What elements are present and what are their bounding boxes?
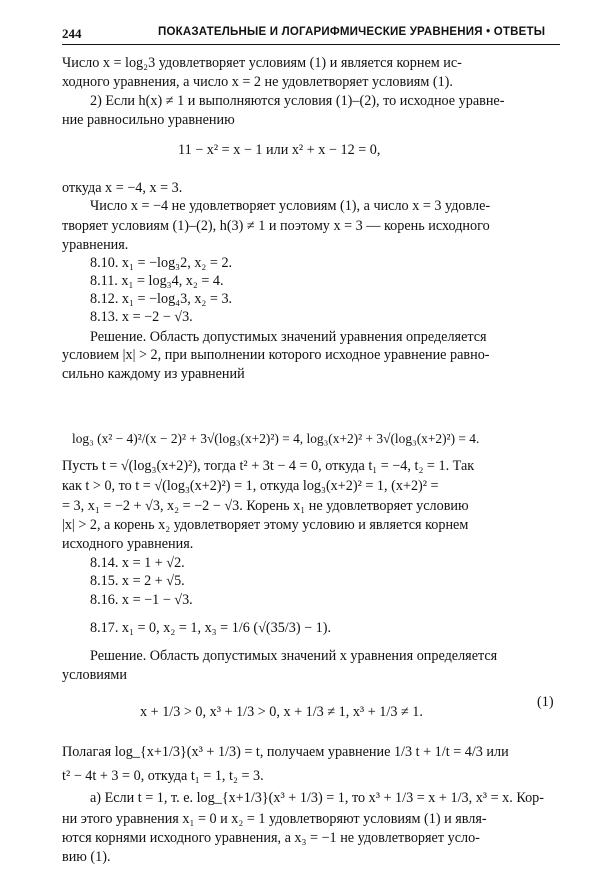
solution-heading-line: Решение. Область допустимых значений уравнения определяется [90,329,487,345]
text-line: сильно каждому из уравнений [62,366,245,382]
page-number: 244 [62,26,82,41]
text-line: t² − 4t + 3 = 0, откуда t₁ = 1, t₂ = 3. [62,768,264,784]
text-line: творяет условиям (1)–(2), h(3) ≠ 1 и поэтому x = 3 — корень исходного [62,218,490,234]
text-line: условиями [62,667,127,683]
text-line: условием |x| > 2, при выполнении которого исходное уравнение равно- [62,347,490,363]
running-header [62,26,560,45]
text-line: а) Если t = 1, т. е. log_{x+1/3}(x³ + 1/3) = 1, то x³ + 1/3 = x + 1/3, x³ = x. Кор- [90,790,544,806]
equation-number: (1) [537,694,554,710]
answer-line: 8.11. x₁ = log₃4, x₂ = 4. [90,273,224,289]
text-line: вию (1). [62,849,111,865]
answer-line: 8.12. x₁ = −log₄3, x₂ = 3. [90,291,233,307]
text-line: уравнения. [62,237,129,253]
answer-line: 8.15. x = 2 + √5. [90,573,185,589]
text-line: Пусть t = √(log₃(x+2)²), тогда t² + 3t − 4 = 0, откуда t₁ = −4, t₂ = 1. Так [62,458,475,474]
solution-heading-line: Решение. Область допустимых значений x уравнения определяется [90,648,498,664]
text-line: ются корнями исходного уравнения, а x₃ = −1 не удовлетворяет усло- [62,830,480,846]
text-line: |x| > 2, а корень x₂ удовлетворяет этому условию и является корнем [62,517,469,533]
running-title: ПОКАЗАТЕЛЬНЫЕ И ЛОГАРИФМИЧЕСКИЕ УРАВНЕНИЯ • ОТВЕТЫ [158,26,546,38]
answer-line: 8.17. x₁ = 0, x₂ = 1, x₃ = 1/6 (√(35/3) − 1). [90,620,332,636]
display-equation: log₃ (x² − 4)²/(x − 2)² + 3√(log₃(x+2)²) = 4, log₃(x+2)² + 3√(log₃(x+2)²) = 4. [72,431,480,446]
text-line: как t > 0, то t = √(log₃(x+2)²) = 1, откуда log₃(x+2)² = 1, (x+2)² = [62,478,439,494]
text-line: Число x = log₂3 удовлетворяет условиям (1) и является корнем ис- [62,55,462,71]
text-line: ходного уравнения, а число x = 2 не удовлетворяет условиям (1). [62,74,453,90]
text-line: откуда x = −4, x = 3. [62,180,183,196]
text-line: исходного уравнения. [62,536,194,552]
text-line: ни этого уравнения x₁ = 0 и x₂ = 1 удовлетворяют условиям (1) и явля- [62,811,487,827]
answer-line: 8.14. x = 1 + √2. [90,555,185,571]
display-equation: 11 − x² = x − 1 или x² + x − 12 = 0, [178,142,381,158]
answer-line: 8.16. x = −1 − √3. [90,592,193,608]
display-equation: x + 1/3 > 0, x³ + 1/3 > 0, x + 1/3 ≠ 1, x³ + 1/3 ≠ 1. [140,704,423,720]
text-line: Полагая log_{x+1/3}(x³ + 1/3) = t, получаем уравнение 1/3 t + 1/t = 4/3 или [62,744,509,760]
text-line: 2) Если h(x) ≠ 1 и выполняются условия (1)–(2), то исходное уравне- [90,93,505,109]
text-line: = 3, x₁ = −2 + √3, x₂ = −2 − √3. Корень x₁ не удовлетворяет условию [62,498,469,514]
text-line: Число x = −4 не удовлетворяет условиям (1), а число x = 3 удовле- [90,198,491,214]
text-line: ние равносильно уравнению [62,112,235,128]
answer-line: 8.10. x₁ = −log₃2, x₂ = 2. [90,255,233,271]
answer-line: 8.13. x = −2 − √3. [90,309,193,325]
